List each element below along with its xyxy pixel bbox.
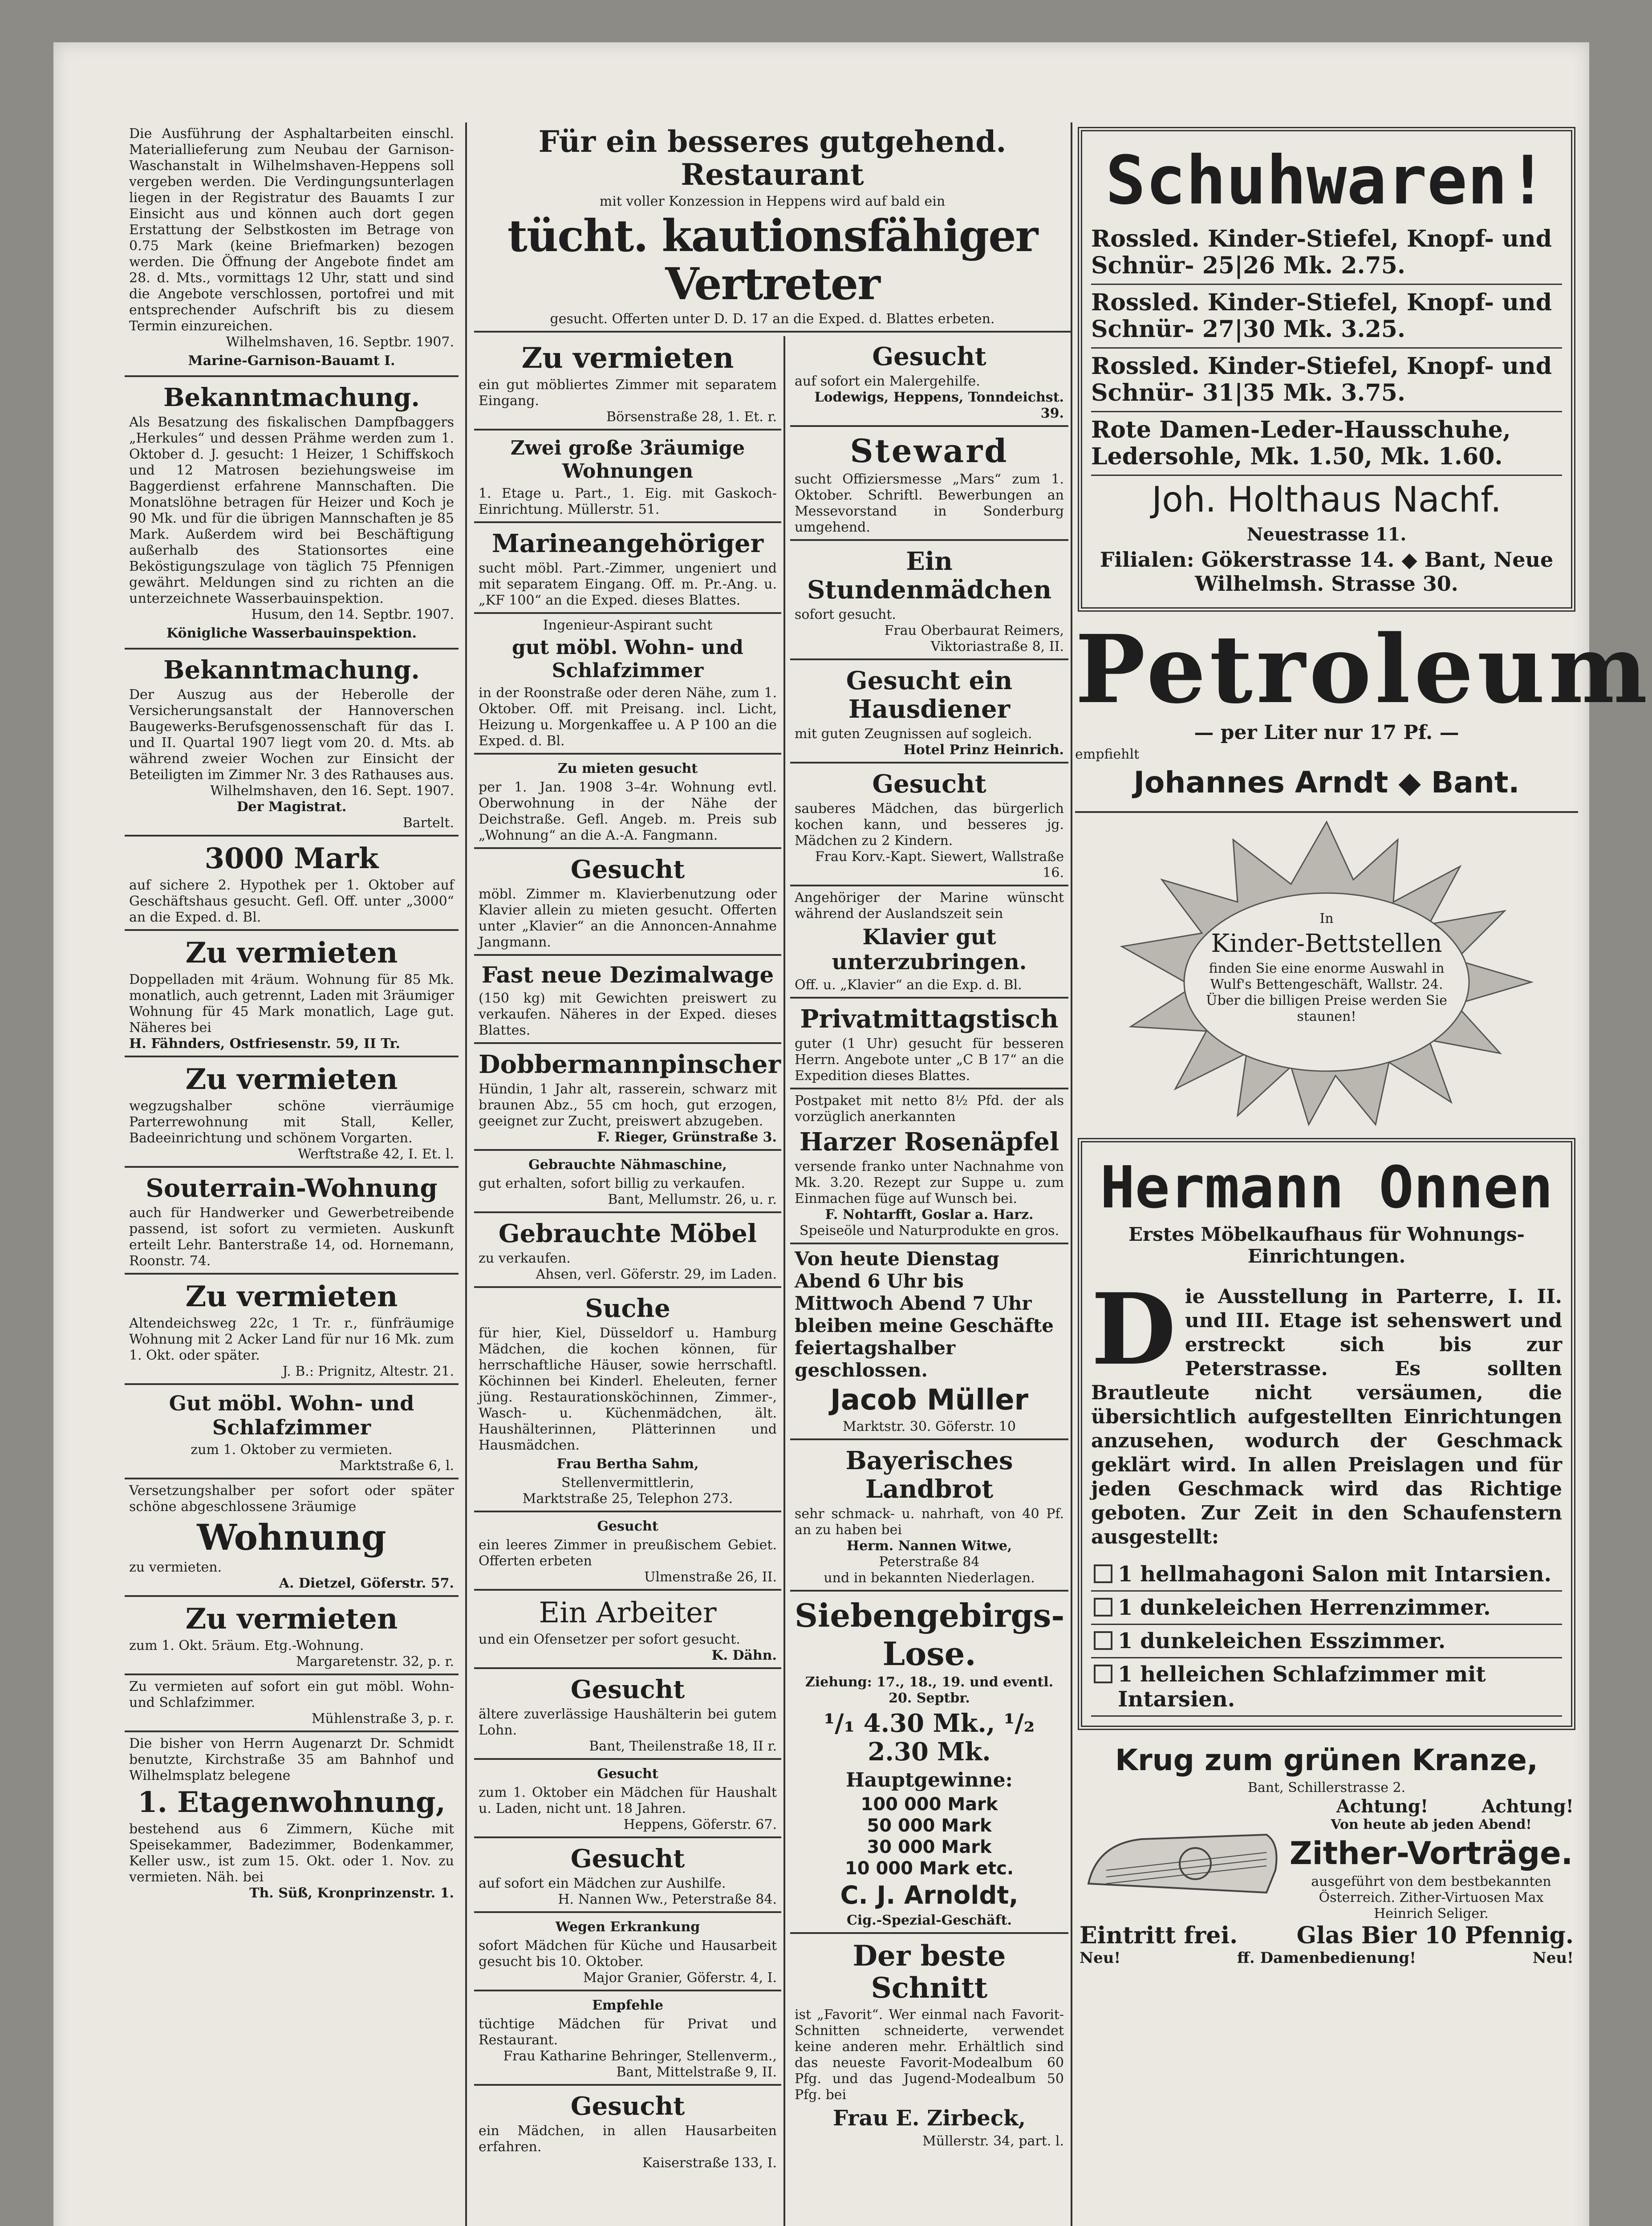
- ad-heading: Für ein besseres gutgehend. Restaurant: [538, 124, 1007, 192]
- ad-text: empfiehlt: [1075, 747, 1140, 762]
- ad-b6: [474, 849, 781, 956]
- prize-row: 30 000 Mark: [867, 1837, 992, 1857]
- ad-text: ie Ausstellung in Parterre, I. II. und III. Etage ist sehenswert und erstreckt sich bis zur Peterstrasse. Es sollten Brautleute nicht versäumen, die übersichtlich aufgestellten Einrichtungen anzusehen, wodurch der Geschmack geklärt wird. In allen Preislagen und für jeden Geschmack wird das Richtige geboten. Zur Zeit in den Schaufenstern ausgestellt:: [1091, 1285, 1562, 1548]
- ad-b16: [474, 1838, 781, 1913]
- column-divider: [1071, 122, 1072, 2226]
- ad-text: Altendeichsweg 22c, 1 Tr. r., fünfräumige Wohnung mit 2 Acker Land für nur 16 Mk. zum 1. Okt. oder später.: [129, 1316, 454, 1363]
- ad-text: finden Sie eine enorme Auswahl in Wulf's Bettengeschäft, Wallstr. 24. Über die billigen Preise werden Sie staunen!: [1206, 961, 1447, 1024]
- ad-heading: Gesucht: [570, 2092, 685, 2121]
- ad-b19: [474, 2086, 781, 2175]
- ad-heading: Zu vermieten: [185, 1602, 398, 1636]
- ad-signature-sub: Speiseöle und Naturprodukte en gros.: [799, 1223, 1059, 1239]
- ad-b2: [474, 431, 781, 523]
- prize-row: 100 000 Mark: [861, 1794, 998, 1815]
- ad-text: per 1. Jan. 1908 3–4r. Wohnung evtl. Oberwohnung in der Nähe der Deichstraße. Gefl. Angeb. m. Preis sub „Wohnung“ an die A.-A. Fangmann.: [479, 780, 777, 843]
- ad-heading: Marineangehöriger: [491, 529, 764, 558]
- ad-heading: Krug zum grünen Kranze,: [1115, 1743, 1538, 1777]
- ad-altendeich: [125, 1275, 459, 1385]
- zither-block: [1080, 1817, 1574, 1922]
- column-divider: [465, 122, 467, 2226]
- ad-text: zum 1. Oktober ein Mädchen für Haushalt u. Laden, nicht unt. 18 Jahren.: [479, 1785, 777, 1816]
- column-divider: [783, 336, 785, 2226]
- ad-signature: Mühlenstraße 3, p. r.: [311, 1711, 454, 1726]
- ad-signature: Th. Süß, Kronprinzenstr. 1.: [249, 1885, 454, 1901]
- ad-c9: [790, 1244, 1068, 1440]
- ad-heading: Ein Arbeiter: [539, 1596, 717, 1629]
- ad-text: sucht Offiziersmesse „Mars“ zum 1. Oktober. Schriftl. Bewerbungen an Messevorstand in Sonderburg umgehend.: [795, 471, 1064, 535]
- ad-heading-main: tücht. kautionsfähiger Vertreter: [507, 211, 1038, 310]
- ad-b15: [474, 1760, 781, 1838]
- exhibition-item: 1 helleichen Schlafzimmer mit Intarsien.: [1091, 1658, 1562, 1717]
- ad-heading: Gesucht: [597, 1766, 658, 1782]
- ad-schuhwaren: [1078, 127, 1575, 612]
- ad-signature: Ulmenstraße 26, II.: [644, 1569, 777, 1585]
- ad-text: und in bekannten Niederlagen.: [824, 1570, 1035, 1586]
- ad-text: Von heute ab jeden Abend!: [1331, 1817, 1532, 1832]
- ad-etagenwohnung: [125, 1732, 459, 1905]
- ad-signature: F. Rieger, Grünstraße 3.: [597, 1129, 777, 1145]
- ad-text: sucht möbl. Part.-Zimmer, ungeniert und mit separatem Eingang. Off. m. Pr.-Ang. u. „KF 100“ an die Exped. dieses Blattes.: [479, 561, 777, 608]
- ad-heading: Harzer Rosenäpfel: [799, 1127, 1059, 1157]
- ad-text: ein gut möbliertes Zimmer mit separatem Eingang.: [479, 377, 777, 409]
- exhibition-item: 1 dunkeleichen Esszimmer.: [1091, 1625, 1562, 1658]
- ad-text: ausgeführt von dem bestbekannten Österreich. Zither-Virtuosen Max Heinrich Seliger.: [1311, 1874, 1551, 1921]
- ad-text: Off. u. „Klavier“ an die Exp. d. Bl.: [795, 977, 1022, 993]
- ad-text: Ingenieur-Aspirant sucht: [543, 617, 713, 633]
- ad-parterre: [125, 1057, 459, 1168]
- exhibition-item: 1 hellmahagoni Salon mit Intarsien.: [1091, 1558, 1562, 1592]
- ad-wohn-schlaf: [125, 1675, 459, 1732]
- ad-text: zu vermieten.: [129, 1560, 222, 1575]
- ad-signature: Bant, Theilenstraße 18, II r.: [589, 1739, 777, 1754]
- ad-b17: [474, 1913, 781, 1991]
- ad-text: Die Ausführung der Asphaltarbeiten einschl. Materiallieferung zum Neubau der Garnison-Waschanstalt in Wilhelmshaven-Heppens soll vergeben werden. Die Verdingungsunterlagen liegen in der Registratur des Bauamts I zur Einsicht aus und können auch dort gegen Erstattung der Selbstkosten im Betrage von 0.75 Mark (keine Briefmarken) bezogen werden. Die Öffnung der Angebote findet am 28. d. Mts., vormittags 12 Uhr, statt und sind die Angebote verschlossen, portofrei und mit entsprechender Aufschrift bis zu diesem Termin einzureichen.: [129, 126, 454, 334]
- ad-c5: [790, 764, 1068, 886]
- ad-heading: Gesucht: [872, 769, 986, 799]
- ad-text: Von heute Dienstag Abend 6 Uhr bis Mittwoch Abend 7 Uhr bleiben meine Geschäfte feiertagshalber geschlossen.: [795, 1248, 1054, 1381]
- ad-date: Wilhelmshaven, 16. Septbr. 1907.: [226, 334, 454, 350]
- ad-heading: Der beste Schnitt: [852, 1939, 1006, 2005]
- ad-text: gesucht. Offerten unter D. D. 17 an die Exped. d. Blattes erbeten.: [474, 311, 1071, 333]
- ad-heading: gut möbl. Wohn- und Schlafzimmer: [512, 636, 743, 682]
- ad-heading: Ein Stundenmädchen: [807, 547, 1052, 605]
- ad-address: Peterstraße 84: [879, 1554, 980, 1570]
- ad-b8: [474, 1044, 781, 1151]
- ad-text: 1. Etage u. Part., 1. Eig. mit Gaskoch-Einrichtung. Müllerstr. 51.: [479, 486, 777, 517]
- exhibition-body: [1091, 1271, 1562, 1549]
- zither-illustration: [1080, 1817, 1289, 1906]
- ad-text: Postpaket mit netto 8½ Pfd. der als vorzüglich anerkannten: [795, 1093, 1064, 1125]
- ad-c3: [790, 541, 1068, 660]
- ad-heading: Gesucht: [597, 1519, 658, 1534]
- ad-text: (150 kg) mit Gewichten preiswert zu verkaufen. Näheres in der Exped. dieses Blattes.: [479, 991, 777, 1038]
- price-row: Rote Damen-Leder-Hausschuhe, Ledersohle, Mk. 1.50, Mk. 1.60.: [1091, 412, 1562, 476]
- ad-c10: [790, 1440, 1068, 1592]
- ad-insurance: [125, 650, 459, 837]
- ad-text: Doppelladen mit 4räum. Wohnung für 85 Mk. monatlich, auch getrennt, Laden mit 3räumiger Wohnung für 45 Mark monatlich, Lage gut. Näheres bei: [129, 972, 454, 1036]
- ad-b14: [474, 1669, 781, 1760]
- new-label: Neu!: [1532, 1949, 1574, 1967]
- ad-kinderbettstellen: [1104, 813, 1549, 1133]
- ad-b10: [474, 1213, 781, 1288]
- ad-text: ist „Favorit“. Wer einmal nach Favorit-Schnitten schneiderte, verwendet keine anderen mehr. Erhältlich sind das neueste Favorit-Modealbum 60 Pfg. und das Jugend-Modealbum 50 Pfg. bei: [795, 2007, 1064, 2103]
- ad-text: zum 1. Oktober zu vermieten.: [191, 1442, 393, 1458]
- ad-signature: Herm. Nannen Witwe,: [846, 1538, 1012, 1554]
- exhibition-items: [1091, 1558, 1562, 1717]
- ad-c8: [790, 1089, 1068, 1244]
- ad-heading: Wohnung: [197, 1516, 386, 1558]
- ad-signature: A. Dietzel, Göferstr. 57.: [279, 1576, 454, 1591]
- ad-text: Versetzungshalber per sofort oder später schöne abgeschlossene 3räumige: [129, 1483, 454, 1515]
- ad-heading: Suche: [585, 1294, 670, 1323]
- ad-heading: Zu vermieten: [185, 1280, 398, 1313]
- ad-b9: [474, 1151, 781, 1213]
- ad-heading: Gebrauchte Nähmaschine,: [528, 1157, 727, 1173]
- ad-heading: Bayerisches Landbrot: [845, 1446, 1013, 1504]
- ad-text: und ein Ofensetzer per sofort gesucht.: [479, 1632, 740, 1647]
- service-row: [1080, 1949, 1574, 1967]
- ad-dredger: [125, 377, 459, 650]
- ad-doppelladen: [125, 931, 459, 1057]
- zither-info: [1289, 1817, 1574, 1922]
- ad-address: Marktstr. 30. Göferstr. 10: [843, 1419, 1016, 1434]
- ad-signature-sub: Cig.-Spezial-Geschäft.: [847, 1913, 1012, 1928]
- ad-text: Angehöriger der Marine wünscht während der Auslandszeit sein: [795, 890, 1064, 922]
- ad-subheading: Erstes Möbelkaufhaus für Wohnungs-Einrichtungen.: [1128, 1223, 1525, 1267]
- ad-signature: C. J. Arnoldt,: [840, 1881, 1019, 1910]
- ad-heading: Gesucht: [570, 1844, 685, 1873]
- ad-signature: J. B.: Prignitz, Altestr. 21.: [282, 1364, 454, 1379]
- ad-heading: Bekanntmachung.: [163, 655, 420, 685]
- attention-label: Achtung!: [1482, 1796, 1574, 1817]
- ad-signature: F. Nohtarfft, Goslar a. Harz.: [825, 1207, 1034, 1223]
- ad-petroleum: [1075, 614, 1651, 813]
- ad-heading: Kinder-Bettstellen: [1211, 929, 1442, 958]
- ad-heading: 3000 Mark: [204, 842, 379, 875]
- ad-text: für hier, Kiel, Düsseldorf u. Hamburg Mädchen, die kochen können, für herrschaftliche Häuser, sowie herrschaftl. Köchinnen bei Kinderl. Eheleuten, ferner jüng. Restaurationsköchinnen, Zimmer-, Wasch- u. Küchenmädchen, ält. Haushälterinnen, Plätterinnen und Hausmädchen.: [479, 1325, 777, 1453]
- ad-heading: Steward: [850, 432, 1009, 470]
- ad-text: bestehend aus 6 Zimmern, Küche mit Speisekammer, Badezimmer, Bodenkammer, Keller usw., ist zum 15. Okt. oder 1. Nov. zu vermieten. Näh. bei: [129, 1821, 454, 1885]
- ad-date: Wilhelmshaven, den 16. Sept. 1907.: [210, 783, 454, 799]
- ad-date: Husum, den 14. Septbr. 1907.: [251, 607, 454, 622]
- ad-b18: [474, 1991, 781, 2086]
- ad-text: auf sofort ein Mädchen zur Aushilfe.: [479, 1876, 726, 1891]
- ad-heading: Gesucht: [872, 342, 986, 371]
- ad-heading: Zu vermieten: [521, 341, 734, 375]
- ad-signature: H. Nannen Ww., Peterstraße 84.: [558, 1892, 777, 1907]
- ad-heading: Gebrauchte Möbel: [498, 1219, 757, 1248]
- ad-heading: Zu vermieten: [185, 936, 398, 970]
- ad-heading: Gut möbl. Wohn- und Schlafzimmer: [169, 1391, 414, 1439]
- price-row: Rossled. Kinder-Stiefel, Knopf- und Schnür- 27|30 Mk. 3.25.: [1091, 285, 1562, 349]
- ad-c12: [790, 1934, 1068, 2153]
- ad-price: — per Liter nur 17 Pf. —: [1194, 721, 1459, 744]
- ad-heading: Bekanntmachung.: [163, 383, 420, 412]
- ad-c7: [790, 999, 1068, 1089]
- ad-text: auch für Handwerker und Gewerbetreibende passend, ist sofort zu vermieten. Auskunft erteilt Lehr. Banterstraße 14, od. Hornemann, Roonstr. 74.: [129, 1205, 454, 1269]
- ad-heading: Hermann Onnen: [1100, 1154, 1553, 1221]
- ad-heading: 1. Etagenwohnung,: [138, 1786, 446, 1819]
- ad-subheading: Hauptgewinne:: [846, 1769, 1013, 1791]
- ad-signature: Frau Bertha Sahm,: [556, 1456, 699, 1472]
- ad-hermann-onnen: [1078, 1138, 1575, 1730]
- ad-heading: Zu mieten gesucht: [557, 761, 698, 776]
- ad-signature: Margaretenstr. 32, p. r.: [296, 1654, 454, 1670]
- ad-text: auf sichere 2. Hypothek per 1. Oktober auf Geschäftshaus gesucht. Gefl. Off. unter „3000“ an die Exped. d. Bl.: [129, 877, 454, 925]
- ad-signature: Ahsen, verl. Göferstr. 29, im Laden.: [536, 1267, 777, 1282]
- ad-heading: Gesucht ein Hausdiener: [846, 666, 1013, 724]
- ad-text: ein Mädchen, in allen Hausarbeiten erfahren.: [479, 2123, 777, 2155]
- ad-signature: Der Magistrat.: [236, 799, 347, 815]
- ad-asphalt: [125, 122, 459, 377]
- column-1: [125, 122, 459, 2226]
- starburst-text: [1202, 911, 1451, 1025]
- ad-wohnung: [125, 1479, 459, 1597]
- ad-text: in der Roonstraße oder deren Nähe, zum 1. Oktober. Off. mit Preisang. incl. Licht, Heizung u. Morgenkaffee u. A P 100 an die Exped. d. Bl.: [479, 685, 777, 749]
- ad-text: Der Auszug aus der Heberolle der Versicherungsanstalt der Hannoverschen Baugewerks-Berufsgenossenschaft für das I. und II. Quartal 1907 liegt vom 20. d. Mts. ab während zweier Wochen zur Einsicht der Beteiligten im Zimmer Nr. 3 des Rathauses aus.: [129, 687, 454, 783]
- column-2: [474, 336, 781, 2226]
- ad-text: Die bisher von Herrn Augenarzt Dr. Schmidt benutzte, Kirchstraße 35 am Bahnhof und Wilhelmsplatz belegene: [129, 1736, 454, 1783]
- ad-c1: [790, 336, 1068, 427]
- ad-signature-name: Bartelt.: [402, 815, 454, 831]
- price-row: [1080, 1922, 1574, 1949]
- ad-c2: [790, 427, 1068, 541]
- ad-signature: H. Fähnders, Ostfriesenstr. 59, II Tr.: [129, 1036, 400, 1052]
- ad-etg-wohnung: [125, 1597, 459, 1675]
- prize-row: 10 000 Mark etc.: [844, 1858, 1014, 1879]
- ad-moebl-zimmer: [125, 1385, 459, 1479]
- ad-heading: Souterrain-Wohnung: [146, 1174, 438, 1203]
- ad-heading: Zu vermieten: [185, 1063, 398, 1096]
- ad-text: In: [1319, 911, 1334, 926]
- service-label: ff. Damenbedienung!: [1237, 1949, 1416, 1967]
- ad-text: wegzugshalber schöne vierräumige Parterrewohnung mit Stall, Keller, Badeeinrichtung und schönem Vorgarten.: [129, 1098, 454, 1146]
- ad-address: Marktstraße 25, Telephon 273.: [522, 1491, 733, 1507]
- ad-b5: [474, 755, 781, 849]
- ad-text: mit voller Konzession in Heppens wird auf bald ein: [599, 194, 946, 209]
- ad-b11: [474, 1288, 781, 1512]
- ad-text: möbl. Zimmer m. Klavierbenutzung oder Klavier allein zu mieten gesucht. Offerten unter „Klavier“ an die Annoncen-Annahme Jangmann.: [479, 886, 777, 950]
- ad-signature: Königliche Wasserbauinspektion.: [166, 626, 417, 641]
- ad-signature: Frau Oberbaurat Reimers, Viktoriastraße 8, II.: [884, 623, 1064, 654]
- ad-b4: [474, 614, 781, 755]
- ad-b3: [474, 523, 781, 614]
- price-row: Rossled. Kinder-Stiefel, Knopf- und Schnür- 25|26 Mk. 2.75.: [1091, 221, 1562, 285]
- attention-row: [1080, 1796, 1574, 1817]
- ad-text: Als Besatzung des fiskalischen Dampfbaggers „Herkules“ und dessen Prähme werden zum 1. Oktober d. J. gesucht: 1 Heizer, 1 Schiffskoch und 12 Matrosen beziehungsweise im Baggerdienst erfahrene Mannschaften. Die Monatslöhne betragen für Heizer und Koch je 90 Mk. und für die übrigen Mannschaften je 85 Mark. Außerdem wird bei Beschäftigung außerhalb des Stationsortes eine Beköstigungszulage von täglich 75 Pfennigen gewährt. Meldungen sind zu richten an die unterzeichnete Wasserbauinspektion.: [129, 414, 454, 606]
- ad-signature: Frau Katharine Behringer, Stellenverm., Bant, Mittelstraße 9, II.: [503, 2048, 777, 2080]
- ad-signature: Jacob Müller: [830, 1384, 1029, 1417]
- ad-heading: Empfehle: [592, 1998, 663, 2013]
- drop-cap: D: [1091, 1271, 1176, 1387]
- ad-signature: Johannes Arndt ◆ Bant.: [1133, 765, 1520, 800]
- ad-text: Ziehung: 17., 18., 19. und eventl. 20. Septbr.: [805, 1674, 1054, 1706]
- exhibition-item: 1 dunkeleichen Herrenzimmer.: [1091, 1592, 1562, 1625]
- ad-restaurant: [474, 122, 1071, 333]
- ad-heading: Zwei große 3räumige Wohnungen: [510, 437, 745, 483]
- ad-heading: Wegen Erkrankung: [555, 1919, 700, 1935]
- ad-heading: Petroleum: [1075, 614, 1651, 724]
- ad-b12: [474, 1512, 781, 1591]
- ad-text: tüchtige Mädchen für Privat und Restaurant.: [479, 2016, 777, 2048]
- ad-address: Bant, Schillerstrasse 2.: [1247, 1780, 1406, 1795]
- ad-text: Eintritt frei.: [1080, 1922, 1238, 1949]
- ad-c6: [790, 886, 1068, 999]
- ad-signature: Frau Korv.-Kapt. Siewert, Wallstraße 16.: [815, 849, 1064, 881]
- column-3: [790, 336, 1068, 2226]
- ad-b7: [474, 956, 781, 1044]
- prize-row: 50 000 Mark: [867, 1816, 992, 1836]
- zither-icon: [1080, 1817, 1284, 1906]
- ad-heading: Lose.: [882, 1635, 976, 1673]
- ad-text: gut erhalten, sofort billig zu verkaufen.: [479, 1176, 745, 1191]
- ad-heading: Gesucht: [570, 855, 685, 884]
- ad-signature: Heppens, Göferstr. 67.: [623, 1817, 777, 1832]
- ad-heading: Schuhwaren!: [1105, 142, 1548, 219]
- ad-c4: [790, 660, 1068, 764]
- ad-b1: [474, 336, 781, 431]
- ad-krug-zum-gruenen-kranze: [1075, 1739, 1578, 1969]
- ad-b13: [474, 1591, 781, 1669]
- ad-signature: Marine-Garnison-Bauamt I.: [188, 353, 395, 369]
- ad-signature: Werftstraße 42, I. Et. l.: [298, 1146, 454, 1162]
- ad-text: sofort Mädchen für Küche und Hausarbeit gesucht bis 10. Oktober.: [479, 1938, 777, 1970]
- ad-text: zu verkaufen.: [479, 1251, 571, 1266]
- attention-label: Achtung!: [1336, 1796, 1429, 1817]
- new-label: Neu!: [1080, 1949, 1121, 1967]
- ad-text: ältere zuverlässige Haushälterin bei gutem Lohn.: [479, 1706, 777, 1738]
- ad-main: Zither-Vorträge.: [1289, 1835, 1573, 1872]
- ad-heading: Fast neue Dezimalwage: [481, 962, 774, 988]
- ad-heading: Dobbermannpinscher: [479, 1050, 781, 1079]
- ad-branches: Filialen: Gökerstrasse 14. ◆ Bant, Neue Wilhelmsh. Strasse 30.: [1100, 548, 1554, 596]
- ad-text: sehr schmack- u. nahrhaft, von 40 Pf. an zu haben bei: [795, 1506, 1064, 1538]
- ad-souterrain: [125, 1168, 459, 1275]
- ad-signature: K. Dähn.: [711, 1648, 777, 1663]
- ad-signature: Marktstraße 6, l.: [339, 1458, 454, 1474]
- ad-address: Müllerstr. 34, part. l.: [922, 2133, 1064, 2149]
- ad-3000-mark: [125, 837, 459, 931]
- ad-signature: Bant, Mellumstr. 26, u. r.: [608, 1192, 777, 1207]
- ad-text: Zu vermieten auf sofort ein gut möbl. Wohn- und Schlafzimmer.: [129, 1679, 454, 1710]
- ad-signature: Frau E. Zirbeck,: [832, 2106, 1026, 2131]
- ad-signature: Kaiserstraße 133, I.: [642, 2155, 777, 2171]
- ad-firm: Joh. Holthaus Nachf.: [1152, 480, 1502, 520]
- ad-text: ein leeres Zimmer in preußischem Gebiet. Offerten erbeten: [479, 1537, 777, 1569]
- ad-address: Neuestrasse 11.: [1246, 524, 1407, 545]
- ad-c11: [790, 1592, 1068, 1934]
- ad-heading: Siebengebirgs-: [795, 1596, 1065, 1634]
- ad-text: versende franko unter Nachnahme von Mk. 3.20. Rezept zur Suppe u. zum Einmachen füge auf Wunsch bei.: [795, 1159, 1064, 1206]
- ad-text: zum 1. Okt. 5räum. Etg.-Wohnung.: [129, 1638, 364, 1653]
- ad-heading: Privatmittagstisch: [800, 1004, 1059, 1034]
- column-4: [1075, 122, 1651, 2226]
- ad-text: Glas Bier 10 Pfennig.: [1296, 1922, 1574, 1949]
- ad-signature: Major Granier, Göferstr. 4, I.: [583, 1970, 777, 1986]
- ad-signature-sub: Stellenvermittlerin,: [561, 1475, 694, 1491]
- ad-signature: Hotel Prinz Heinrich.: [903, 742, 1064, 758]
- ad-heading: Gesucht: [570, 1675, 685, 1704]
- ad-text: mit guten Zeugnissen auf sogleich.: [795, 726, 1032, 742]
- ad-text: Hündin, 1 Jahr alt, rasserein, schwarz mit braunen Abz., 55 cm hoch, gut erzogen, geeignet zur Zucht, preiswert abzugeben.: [479, 1081, 777, 1129]
- price-row: Rossled. Kinder-Stiefel, Knopf- und Schnür- 31|35 Mk. 3.75.: [1091, 349, 1562, 412]
- ad-heading: Klavier gut unterzubringen.: [832, 925, 1027, 975]
- ad-text: sauberes Mädchen, das bürgerlich kochen kann, und besseres jg. Mädchen zu 2 Kindern.: [795, 801, 1064, 849]
- ad-signature: Börsenstraße 28, 1. Et. r.: [606, 409, 777, 425]
- newspaper-page: [53, 42, 1651, 2226]
- ad-text: sofort gesucht.: [795, 607, 896, 622]
- ad-text: auf sofort ein Malergehilfe.: [795, 374, 980, 389]
- ad-text: guter (1 Uhr) gesucht für besseren Herrn. Angebote unter „C B 17“ an die Expedition dieses Blattes.: [795, 1036, 1064, 1084]
- ad-signature: Lodewigs, Heppens, Tonndeichst. 39.: [814, 390, 1064, 421]
- ad-price: ¹/₁ 4.30 Mk., ¹/₂ 2.30 Mk.: [824, 1709, 1035, 1767]
